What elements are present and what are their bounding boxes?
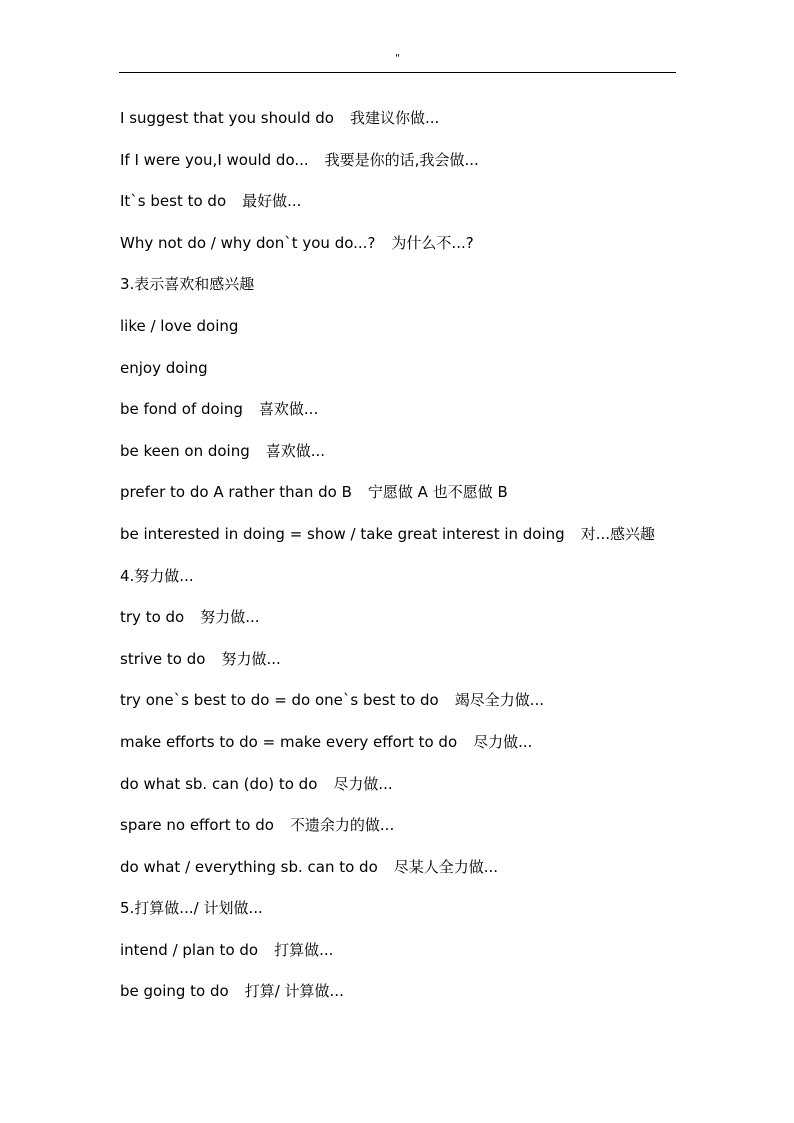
section-heading-text: 5.打算做.../ 计划做... [120, 899, 263, 918]
document-line [120, 106, 740, 148]
document-line [120, 231, 740, 273]
document-line [120, 189, 740, 231]
english-phrase: If I were you,I would do... [120, 150, 309, 169]
english-phrase: do what sb. can (do) to do [120, 774, 318, 793]
english-phrase: be interested in doing = show / take great interest in doing [120, 524, 565, 543]
english-phrase: prefer to do A rather than do B [120, 483, 352, 502]
english-phrase: like / love doing [120, 316, 239, 335]
english-phrase: It`s best to do [120, 192, 227, 211]
english-phrase: Why not do / why don`t you do...? [120, 233, 376, 252]
document-line [120, 605, 740, 647]
document-line [120, 522, 740, 564]
document-line [120, 813, 740, 855]
chinese-translation: 为什么不...? [391, 233, 474, 252]
document-line [120, 730, 740, 772]
document-line [120, 688, 740, 730]
english-phrase: try one`s best to do = do one`s best to do [120, 691, 439, 710]
chinese-translation: 喜欢做... [265, 441, 326, 460]
chinese-translation: 打算/ 计算做... [244, 982, 344, 1001]
chinese-translation: 我要是你的话,我会做... [324, 150, 479, 169]
document-line [120, 979, 740, 1021]
english-phrase: try to do [120, 608, 185, 627]
chinese-translation: 宁愿做 A 也不愿做 B [367, 483, 508, 502]
document-body [120, 106, 740, 1021]
chinese-translation: 喜欢做... [258, 400, 319, 419]
chinese-translation: 努力做... [221, 649, 281, 668]
document-line [120, 148, 740, 190]
section-heading [120, 564, 740, 606]
document-line [120, 314, 740, 356]
chinese-translation: 尽某人全力做... [393, 857, 499, 876]
chinese-translation: 不遗余力的做... [289, 816, 395, 835]
document-line [120, 439, 740, 481]
chinese-translation: 打算做... [274, 940, 334, 959]
chinese-translation: 最好做... [242, 192, 302, 211]
chinese-translation: 对...感兴趣 [580, 524, 655, 543]
chinese-translation: 我建议你做... [349, 109, 440, 127]
english-phrase: make efforts to do = make every effort to do [120, 732, 458, 751]
english-phrase: be going to do [120, 982, 229, 1001]
section-heading-text: 3.表示喜欢和感兴趣 [120, 275, 255, 294]
document-line [120, 772, 740, 814]
english-phrase: be keen on doing [120, 441, 250, 460]
document-line [120, 397, 740, 439]
document-line [120, 480, 740, 522]
english-phrase: intend / plan to do [120, 940, 259, 959]
section-heading [120, 272, 740, 314]
document-line [120, 938, 740, 980]
chinese-translation: 竭尽全力做... [454, 691, 545, 710]
english-phrase: strive to do [120, 649, 206, 668]
chinese-translation: 尽力做... [473, 732, 533, 751]
document-line [120, 647, 740, 689]
english-phrase: do what / everything sb. can to do [120, 857, 378, 876]
document-line [120, 356, 740, 398]
english-phrase: I suggest that you should do [120, 109, 334, 127]
header-mark: " [395, 53, 400, 64]
english-phrase: enjoy doing [120, 358, 208, 377]
chinese-translation: 尽力做... [333, 774, 393, 793]
section-heading-text: 4.努力做... [120, 566, 194, 585]
english-phrase: spare no effort to do [120, 816, 274, 835]
page-header [119, 52, 676, 73]
english-phrase: be fond of doing [120, 400, 243, 419]
chinese-translation: 努力做... [200, 608, 260, 627]
section-heading [120, 896, 740, 938]
document-line [120, 855, 740, 897]
